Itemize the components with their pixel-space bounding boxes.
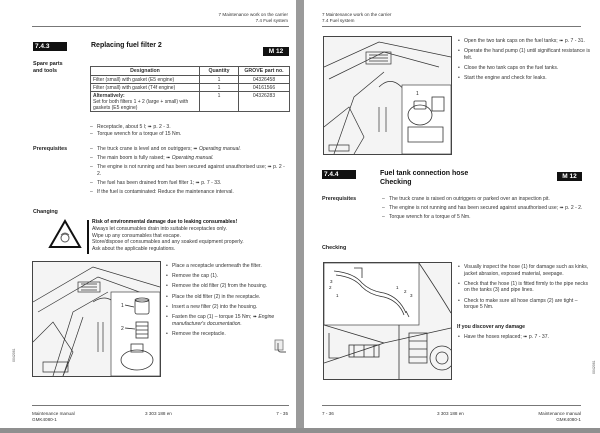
prerequisites-list <box>382 196 587 223</box>
header-chapter: 7 Maintenance work on the carrier <box>322 12 392 17</box>
designation-cell: Filter (small) with gasket (E5 engine) <box>91 76 200 84</box>
item-ref: Operating manual. <box>171 154 214 161</box>
table-header-row <box>91 67 290 76</box>
item-text: If the fuel is contaminated: Reduce the maintenance interval. <box>97 188 234 195</box>
footer-rule <box>32 405 289 406</box>
callout-1: 1 <box>416 91 419 97</box>
footer-page-number: 7 - 35 <box>276 411 288 416</box>
step-item <box>165 273 293 280</box>
hand-pump-figure <box>323 36 452 155</box>
header-section: 7.4 Fuel system <box>322 18 355 23</box>
prerequisites-label: Prerequisites <box>33 146 68 152</box>
prerequisites-label: Prerequisites <box>322 196 357 202</box>
section-number: 7.4.4 <box>322 170 356 179</box>
pump-steps <box>457 38 591 85</box>
right-page <box>304 0 600 428</box>
step-ref: Engine manufacturer's documentation. <box>172 313 275 327</box>
footer-manual-title: Maintenance manual <box>538 411 581 416</box>
item-text: The engine is not running and has been secured against unauthorised use; ➠ p. 2 - 2. <box>97 163 285 177</box>
left-page <box>0 0 296 428</box>
step-text: Place the old filter (2) in the receptacle. <box>172 293 261 300</box>
step-item: • Operate the hand pump (1) until significant resistance is felt. <box>457 48 591 61</box>
step-item: • Check that the hose (1) is fitted firmly to the pipe necks on the tanks (3) and pipe lines. <box>457 281 589 294</box>
step-text: Place a receptacle underneath the filter. <box>172 263 262 269</box>
label-line: and tools <box>33 68 57 74</box>
list-item <box>90 164 290 177</box>
list-item: – Torque wrench for a torque of 15 Nm. <box>90 131 290 138</box>
step-item: • Check to make sure all hose clamps (2) are tight – torque 5 Nm. <box>457 298 589 311</box>
section-title <box>380 170 468 187</box>
header-chapter: 7 Maintenance work on the carrier <box>218 12 288 17</box>
environment-warning-icon <box>48 219 82 249</box>
callout-1: 1 <box>336 293 339 298</box>
side-code: 0042061 <box>592 360 596 374</box>
callout-2: 2 <box>329 285 332 290</box>
step-item: • Have the hoses replaced; ➠ p. 7 - 37. <box>457 334 589 341</box>
step-item <box>165 294 293 301</box>
changing-steps <box>165 263 293 341</box>
section-number: 7.4.3 <box>33 42 67 51</box>
running-header <box>219 12 288 24</box>
step-item <box>165 263 293 270</box>
step-text: Fasten the cap (1) – torque 15 Nm; ➠ <box>172 313 259 320</box>
table-row <box>91 84 290 92</box>
part-number-cell: 04326458 <box>239 76 290 84</box>
section-title: Replacing fuel filter 2 <box>91 42 162 49</box>
section-title-line: Checking <box>380 178 412 186</box>
item-text: The fuel has been drained from fuel filter 1; ➠ p. 7 - 33. <box>97 179 222 186</box>
callout-2: 2 <box>121 326 124 332</box>
list-item <box>90 146 290 153</box>
footer-manual <box>538 411 581 423</box>
step-item <box>165 331 293 338</box>
disposal-note-icon <box>274 339 287 353</box>
step-text: Remove the receptacle. <box>172 330 226 337</box>
page-bottom-edge <box>0 428 600 433</box>
column-header: Designation <box>91 67 200 76</box>
warning-title: Risk of environmental damage due to leaking consumables! <box>92 219 238 225</box>
table-row <box>91 76 290 84</box>
checking-steps <box>457 264 589 314</box>
step-item <box>165 304 293 311</box>
step-item: • Start the engine and check for leaks. <box>457 75 591 82</box>
tools-list <box>90 124 290 140</box>
footer-model: GMK4080-1 <box>556 417 581 422</box>
item-text: The truck crane is level and on outriggers; ➠ <box>97 146 199 152</box>
step-text: Remove the cap (1). <box>172 273 219 280</box>
callout-3: 3 <box>330 279 333 284</box>
part-number-cell: 04326283 <box>239 92 290 112</box>
list-item <box>90 155 290 162</box>
item-ref: Operating manual. <box>198 146 241 152</box>
table-row <box>91 92 290 112</box>
list-item: – Receptacle, about 5 l; ➠ p. 2 - 3. <box>90 124 290 131</box>
warning-line: Always let consumables drain into suitable receptacles only. <box>92 225 227 232</box>
callout-1: 1 <box>396 285 399 290</box>
warning-line: Store/dispose of consumables and any soaked equipment properly. <box>92 239 244 246</box>
header-rule <box>322 26 581 27</box>
spare-parts-table <box>90 66 290 112</box>
column-header: GROVE part no. <box>239 67 290 76</box>
callout-2: 2 <box>404 289 407 294</box>
callout-1: 1 <box>121 303 124 309</box>
prerequisites-list <box>90 146 290 198</box>
footer-doc-number: 3 303 188 en <box>437 411 464 416</box>
section-title-line: Fuel tank connection hose <box>380 170 469 177</box>
list-item <box>90 189 290 196</box>
quantity-cell: 1 <box>200 84 239 92</box>
step-text: Insert a new filter (2) into the housing. <box>172 303 258 310</box>
warning-line: Wipe up any consumables that escape. <box>92 232 181 239</box>
footer-manual-title: Maintenance manual <box>32 411 75 416</box>
step-item: • Open the two tank caps on the fuel tanks; ➠ p. 7 - 31. <box>457 38 591 45</box>
label-line: Spare parts <box>33 61 63 67</box>
designation-text: Set for both filters 1 + 2 (large + small) with gaskets (E5 engine) <box>93 98 189 111</box>
warning-block <box>92 219 292 253</box>
step-text: Remove the old filter (2) from the housing. <box>172 283 268 290</box>
running-header <box>322 12 391 24</box>
interval-badge: M 12 <box>557 172 582 181</box>
step-item <box>165 314 293 327</box>
footer-doc-number: 3 303 188 en <box>145 411 172 416</box>
item-text: The main boom is fully raised; ➠ <box>97 154 172 161</box>
footer-manual <box>32 411 75 423</box>
interval-badge: M 12 <box>263 47 289 56</box>
damage-label: If you discover any damage <box>457 324 526 330</box>
designation-cell: Filter (small) with gasket (T4f engine) <box>91 84 200 92</box>
part-number-cell: 04161566 <box>239 84 290 92</box>
quantity-cell: 1 <box>200 92 239 112</box>
book-gutter <box>296 0 304 433</box>
step-item <box>165 283 293 290</box>
column-header: Quantity <box>200 67 239 76</box>
callout-3: 3 <box>410 293 413 298</box>
fuel-filter-figure <box>32 261 161 377</box>
alternative-label: Alternatively: <box>93 92 125 99</box>
list-item: – Torque wrench for a torque of 5 Nm. <box>382 214 587 221</box>
footer-page-number: 7 - 36 <box>322 411 334 416</box>
designation-cell <box>91 92 200 112</box>
damage-steps <box>457 334 589 344</box>
step-item: • Visually inspect the hose (1) for damage such as kinks, jacket abrasion, exposed material, seepage. <box>457 264 589 277</box>
spare-parts-label <box>33 61 63 75</box>
warning-line: Ask about the applicable regulations. <box>92 246 176 253</box>
checking-label: Checking <box>322 245 347 251</box>
list-item: – The truck crane is raised on outriggers or parked over an inspection pit. <box>382 196 587 203</box>
side-code: 0042061 <box>12 348 16 362</box>
list-item <box>90 180 290 187</box>
fuel-hose-figure <box>323 262 452 380</box>
header-section: 7.4 Fuel system <box>255 18 288 23</box>
header-rule <box>32 26 289 27</box>
step-item: • Close the two tank caps on the fuel tanks. <box>457 65 591 72</box>
warning-bar <box>87 220 89 254</box>
quantity-cell: 1 <box>200 76 239 84</box>
list-item: – The engine is not running and has been secured against unauthorised use; ➠ p. 2 - 2. <box>382 205 587 212</box>
changing-label: Changing <box>33 209 58 215</box>
footer-model: GMK4080-1 <box>32 417 57 422</box>
footer-rule <box>322 405 581 406</box>
